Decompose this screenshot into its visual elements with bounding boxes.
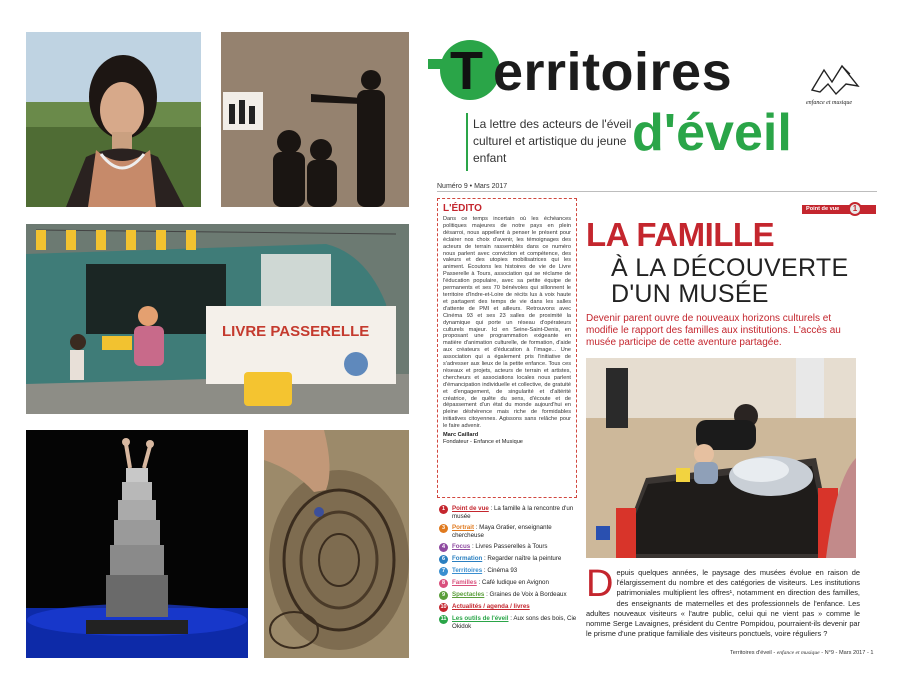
page-number-badge	[848, 202, 862, 216]
issue-number: Numéro 9 • Mars 2017	[437, 183, 508, 190]
toc-label[interactable]: Territoires	[452, 567, 483, 574]
toc-number: 4	[439, 543, 448, 552]
museum-family-image	[586, 358, 856, 558]
stage-photo	[26, 430, 248, 658]
rubric-tag: Point de vue	[802, 205, 876, 214]
toc-item[interactable]	[439, 543, 579, 552]
painting-photo	[264, 430, 409, 658]
toc-text: : Café ludique en Avignon	[476, 579, 549, 586]
silhouettes-photo	[221, 32, 409, 207]
toc-number: 6	[439, 555, 448, 564]
page-number: 1	[852, 204, 858, 213]
page-footer	[730, 650, 873, 656]
article-deck: Devenir parent ouvre de nouveaux horizons culturels et modifie le rapport des familles aux institutions. L'accès au musée participe de cette aventure partagée.	[586, 313, 841, 348]
table-of-contents	[439, 505, 579, 634]
masthead-subtitle: d'éveil	[632, 104, 792, 162]
van-photo	[26, 224, 409, 414]
toc-text: : Graines de Voix à Bordeaux	[484, 591, 567, 598]
footer-left: Territoires d'éveil -	[730, 650, 777, 656]
headline-line-2: D'UN MUSÉE	[611, 280, 769, 308]
toc-label[interactable]: Les outils de l'éveil	[452, 615, 509, 622]
toc-text: : Cinéma 93	[482, 567, 518, 574]
toc-item[interactable]	[439, 524, 579, 540]
toc-text: : La famille à la rencontre d'un musée	[452, 505, 574, 520]
toc-number: 8	[439, 579, 448, 588]
masthead-title-initial: T	[450, 41, 483, 101]
dropcap: D	[586, 563, 614, 605]
masthead-tagline: La lettre des acteurs de l'éveil culturel et artistique du jeune enfant	[473, 117, 632, 165]
lede-text: epuis quelques années, le paysage des musées évolue en raison de l'élargissement du nombre et des catégories de visiteurs. Les institutions patrimoniales multiplient les offres¹, notamment en direction des familles, des enseignants de maternelles et des professionnels de l'enfance. Les adultes nouveaux visiteurs « l'autre public, celui qui ne vient pas » comme le nomme Serge Lavaignes, président du Centre Pompidou, pourraient-ils devenir par le prisme d'une pratique familiale des visiteurs ponctuels, voire réguliers ?	[586, 568, 860, 639]
toc-number: 1	[439, 505, 448, 514]
toc-text: : Regarder naître la peinture	[482, 555, 562, 562]
edito-signature-name: Marc Caillard	[443, 432, 479, 439]
toc-label[interactable]: Focus	[452, 543, 471, 550]
toc-item[interactable]	[439, 603, 579, 612]
toc-item[interactable]	[439, 505, 579, 521]
toc-item[interactable]	[439, 579, 579, 588]
toc-item[interactable]	[439, 555, 579, 564]
edito-title: L'ÉDITO	[443, 203, 482, 214]
toc-item[interactable]	[439, 615, 579, 631]
edito-box	[437, 198, 577, 498]
hand-painting-image	[264, 430, 409, 658]
portrait-woman-image	[26, 32, 201, 207]
toc-item[interactable]	[439, 591, 579, 600]
toc-number: 11	[440, 616, 447, 622]
edito-signature	[443, 432, 571, 446]
toc-label[interactable]: Familles	[452, 579, 477, 586]
edito-body: Dans ce temps incertain où les échéances politiques majeures de notre pays en plein désarroi, nous appellent à penser le présent pour éclairer nos choix d'avenir, les témoignages des acteurs de terrain rassemblés dans ce numéro nous parlent avec conviction et compétence, des valeurs et des utopies mobilisatrices qui les animent. Écoutons les histoires de vie de Livre Passerelle à Tours, association qui se réclame de l'éducation populaire, avec sa petite équipe de permanents et ses 70 bénévoles qui sillonnent le territoire d'Indre-et-Loire de récits lus à voix haute et partagent des temps de vie dans les salles d'attente de PMI et ailleurs. Retrouvons avec Cinéma 93 et ses 23 salles de proximité la dynamique qui porte un réseau d'opérateurs culturels majeur. Ici en Seine-Saint-Denis, en proposant une programmation exigeante en matière d'animation culturelle, de formation, d'aide aux créateurs et d'éducation à l'image... Une association qui a également pris l'initiative de s'adresser aux lieux de la petite enfance. Tous ces réseaux et projets, acteurs de terrain et artistes, chercheurs et associations locales nous parlent d'émancipation individuelle et collective, de gratuité et d'engagement, de singularité et d'altérité créatrice, de quête du sens, d'écoute et de dépassement d'un état du monde aujourd'hui en pleine déshérence mais riche de formidables initiatives citoyennes. Agissons sans relâche pour le faire advenir.	[443, 216, 571, 430]
toc-text: : Aux sons des bois, Cie Okidok	[452, 615, 577, 630]
toc-number: 9	[439, 591, 448, 600]
toc-label[interactable]: Actualités / agenda / livres	[452, 603, 530, 610]
toc-number: 3	[439, 524, 448, 533]
toc-label[interactable]: Point de vue	[452, 505, 489, 512]
toc-label[interactable]: Formation	[452, 555, 483, 562]
toc-number: 7	[439, 567, 448, 576]
toc-label[interactable]: Spectacles	[452, 591, 485, 598]
toc-number: 10	[440, 604, 447, 610]
stacked-boxes-stage-image	[26, 430, 248, 658]
museum-photo	[586, 358, 856, 558]
article-lede	[586, 563, 860, 639]
tagline-rule	[466, 113, 468, 171]
issue-rule	[437, 191, 877, 192]
headline-line-1: À LA DÉCOUVERTE	[611, 254, 849, 282]
shadow-theatre-image	[221, 32, 409, 207]
toc-text: : Livres Passerelles à Tours	[470, 543, 548, 550]
masthead-title: erritoires	[493, 42, 733, 102]
toc-label[interactable]: Portrait	[452, 524, 475, 531]
livre-passerelle-van-image	[26, 224, 409, 414]
footer-right: - N°9 - Mars 2017 - 1	[819, 650, 874, 656]
headline-red: LA FAMILLE	[586, 216, 775, 253]
footer-brand: enfance et musique	[776, 650, 820, 656]
toc-item[interactable]	[439, 567, 579, 576]
headline-black	[611, 255, 848, 307]
logo-text: enfance et musique	[806, 100, 852, 106]
edito-signature-role: Fondateur - Enfance et Musique	[443, 439, 523, 446]
portrait-photo	[26, 32, 201, 207]
van-sign-text: LIVRE PASSERELLE	[222, 323, 370, 340]
toc-text: : Maya Gratier, enseignante chercheuse	[452, 524, 552, 539]
